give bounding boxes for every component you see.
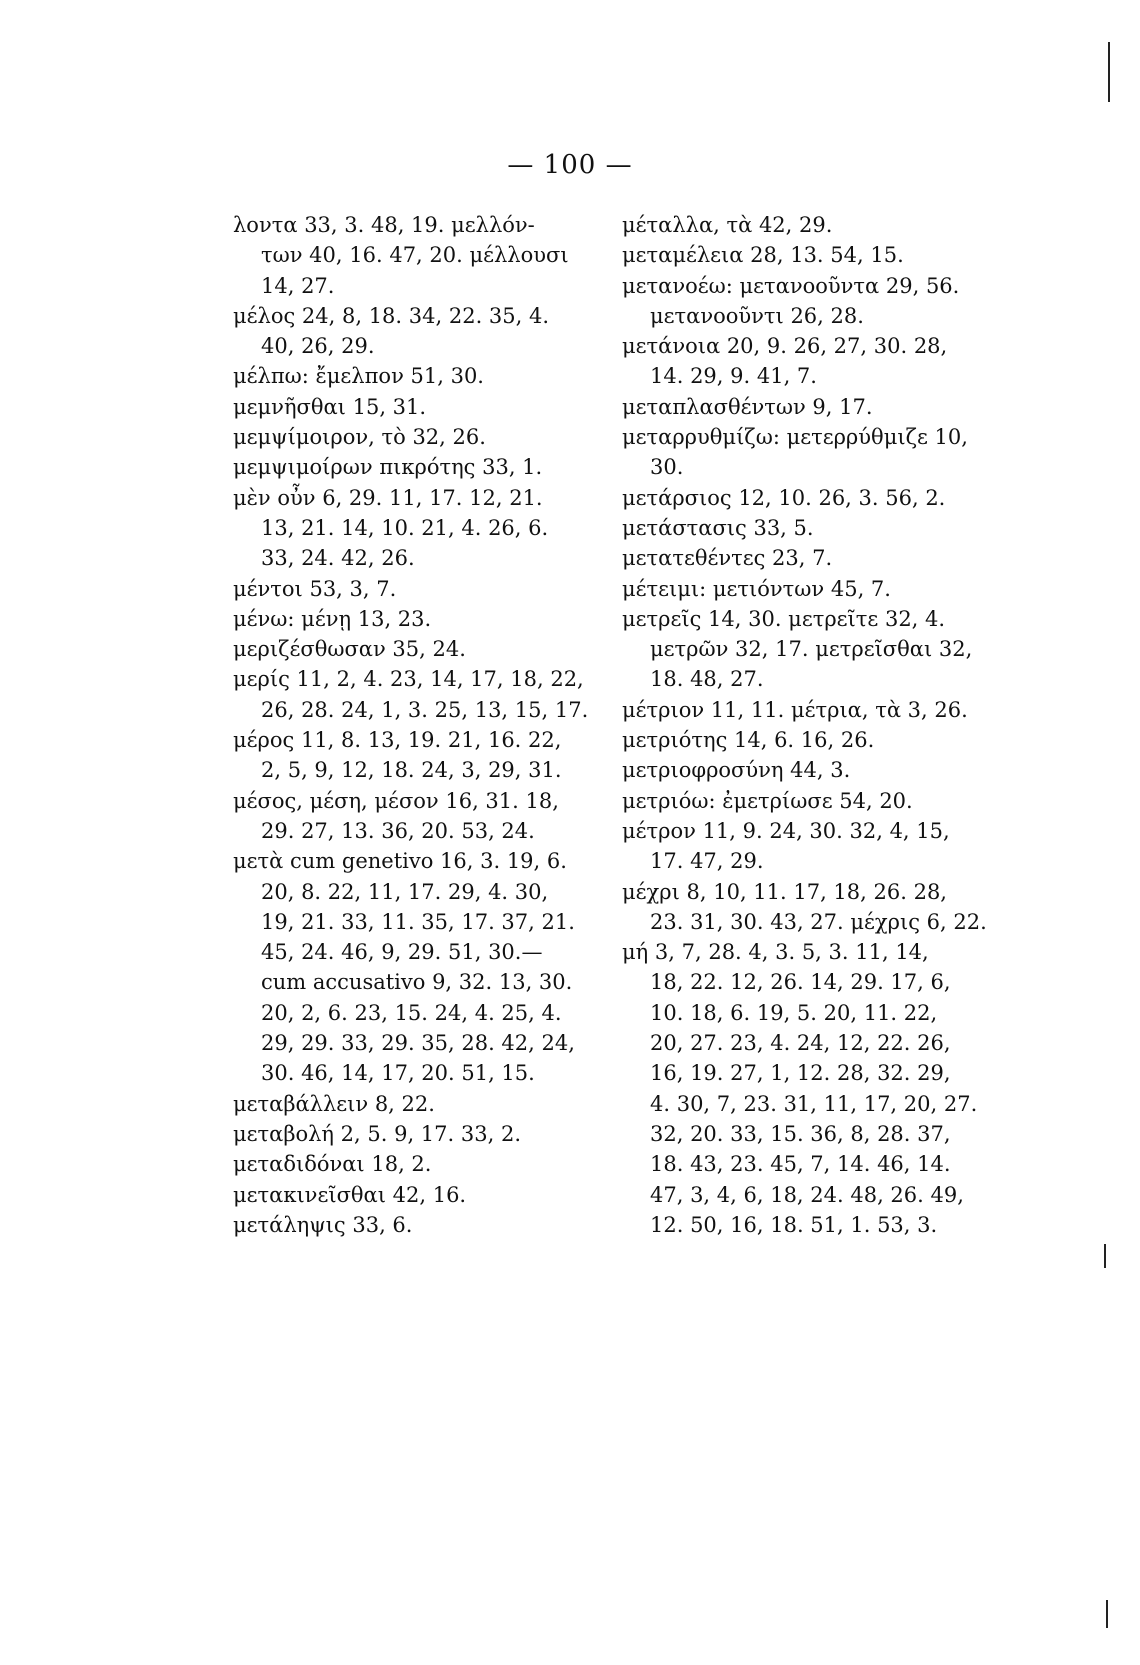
index-entry-line: 2, 5, 9, 12, 18. 24, 3, 29, 31.	[261, 758, 562, 783]
index-entry-line: μεμψιμοίρων πικρότης 33, 1.	[233, 455, 543, 480]
index-entry-line: 18. 48, 27.	[650, 667, 764, 692]
index-entry-line: 19, 21. 33, 11. 35, 17. 37, 21.	[261, 909, 575, 934]
index-entry-line: των 40, 16. 47, 20. μέλλουσι	[261, 243, 569, 268]
index-entry-line: μεταβολή 2, 5. 9, 17. 33, 2.	[233, 1121, 521, 1146]
index-entry-line: μέρος 11, 8. 13, 19. 21, 16. 22,	[233, 728, 562, 753]
index-entry-line: μέλος 24, 8, 18. 34, 22. 35, 4.	[233, 303, 550, 328]
index-entry-line: μέτριον 11, 11. μέτρια, τὰ 3, 26.	[622, 697, 968, 722]
index-entry-line: μετὰ cum genetivo 16, 3. 19, 6.	[233, 849, 567, 874]
index-entry-line: 40, 26, 29.	[261, 334, 375, 359]
index-entry-line: μέσος, μέση, μέσον 16, 31. 18,	[233, 788, 559, 813]
index-entry-line: 33, 24. 42, 26.	[261, 546, 415, 571]
index-entry-line: μεταρρυθμίζω: μετερρύθμιζε 10,	[622, 425, 968, 450]
index-entry-line: μεμνῆσθαι 15, 31.	[233, 394, 427, 419]
index-entry-line: 45, 24. 46, 9, 29. 51, 30.—	[261, 940, 543, 965]
index-entry-line: μεριζέσθωσαν 35, 24.	[233, 637, 466, 662]
index-entry-line: 17. 47, 29.	[650, 849, 764, 874]
index-entry-line: μετανοοῦντι 26, 28.	[650, 303, 864, 328]
index-entry-line: 32, 20. 33, 15. 36, 8, 28. 37,	[650, 1121, 951, 1146]
index-entry-line: μεταπλασθέντων 9, 17.	[622, 394, 873, 419]
page-number: — 100 —	[507, 150, 633, 180]
index-entry-line: μετριότης 14, 6. 16, 26.	[622, 728, 875, 753]
index-entry-line: μέντοι 53, 3, 7.	[233, 576, 397, 601]
index-entry-line: 20, 2, 6. 23, 15. 24, 4. 25, 4.	[261, 1000, 562, 1025]
scan-edge-mark	[1106, 1600, 1108, 1628]
index-entry-line: 30. 46, 14, 17, 20. 51, 15.	[261, 1061, 535, 1086]
index-column-left	[233, 210, 613, 1240]
index-entry-line: 20, 8. 22, 11, 17. 29, 4. 30,	[261, 879, 549, 904]
index-entry-line: μετατεθέντες 23, 7.	[622, 546, 833, 571]
index-entry-line: μή 3, 7, 28. 4, 3. 5, 3. 11, 14,	[622, 940, 929, 965]
index-entry-line: μεταμέλεια 28, 13. 54, 15.	[622, 243, 904, 268]
index-entry-line: μετάληψις 33, 6.	[233, 1212, 413, 1237]
index-entry-line: 10. 18, 6. 19, 5. 20, 11. 22,	[650, 1000, 938, 1025]
index-column-right	[622, 210, 1002, 1240]
index-entry-line: 29, 29. 33, 29. 35, 28. 42, 24,	[261, 1031, 575, 1056]
index-entry-line: 14. 29, 9. 41, 7.	[650, 364, 817, 389]
index-entry-line: 23. 31, 30. 43, 27. μέχρις 6, 22.	[650, 909, 987, 934]
index-entry-line: 4. 30, 7, 23. 31, 11, 17, 20, 27.	[650, 1091, 978, 1116]
index-entry-line: μετριοφροσύνη 44, 3.	[622, 758, 851, 783]
index-entry-line: μέχρι 8, 10, 11. 17, 18, 26. 28,	[622, 879, 947, 904]
index-entry-line: μετρεῖς 14, 30. μετρεῖτε 32, 4.	[622, 606, 946, 631]
index-entry-line: μετάνοια 20, 9. 26, 27, 30. 28,	[622, 334, 948, 359]
index-entry-line: μετάρσιος 12, 10. 26, 3. 56, 2.	[622, 485, 946, 510]
index-entry-line: μέτρον 11, 9. 24, 30. 32, 4, 15,	[622, 818, 950, 843]
index-entry-line: 26, 28. 24, 1, 3. 25, 13, 15, 17.	[261, 697, 589, 722]
index-entry-line: μένω: μένῃ 13, 23.	[233, 606, 432, 631]
scan-edge-mark	[1104, 1244, 1106, 1268]
index-entry-line: μέτειμι: μετιόντων 45, 7.	[622, 576, 891, 601]
index-entry-line: 29. 27, 13. 36, 20. 53, 24.	[261, 818, 535, 843]
index-entry-line: μετάστασις 33, 5.	[622, 515, 814, 540]
index-entry-line: μὲν οὖν 6, 29. 11, 17. 12, 21.	[233, 485, 543, 510]
index-entry-line: 20, 27. 23, 4. 24, 12, 22. 26,	[650, 1031, 951, 1056]
index-entry-line: μεταδιδόναι 18, 2.	[233, 1152, 432, 1177]
index-entry-line: μετρῶν 32, 17. μετρεῖσθαι 32,	[650, 637, 973, 662]
index-entry-line: μέταλλα, τὰ 42, 29.	[622, 213, 833, 237]
index-entry-line: cum accusativo 9, 32. 13, 30.	[261, 970, 573, 995]
index-entry-line: λοντα 33, 3. 48, 19. μελλόν-	[233, 213, 535, 237]
index-entry-line: 12. 50, 16, 18. 51, 1. 53, 3.	[650, 1212, 938, 1237]
index-entry-line: 14, 27.	[261, 273, 335, 298]
index-entry-line: 13, 21. 14, 10. 21, 4. 26, 6.	[261, 515, 549, 540]
scan-edge-mark	[1108, 42, 1110, 102]
index-entry-line: μετακινεῖσθαι 42, 16.	[233, 1182, 467, 1207]
index-entry-line: μεταβάλλειν 8, 22.	[233, 1091, 435, 1116]
index-entry-line: 30.	[650, 455, 684, 480]
index-entry-line: 18. 43, 23. 45, 7, 14. 46, 14.	[650, 1152, 951, 1177]
index-entry-line: μεμψίμοιρον, τὸ 32, 26.	[233, 425, 486, 450]
index-entry-line: μερίς 11, 2, 4. 23, 14, 17, 18, 22,	[233, 667, 584, 692]
index-entry-line: 16, 19. 27, 1, 12. 28, 32. 29,	[650, 1061, 951, 1086]
index-entry-line: 47, 3, 4, 6, 18, 24. 48, 26. 49,	[650, 1182, 964, 1207]
index-entry-line: μέλπω: ἔμελπον 51, 30.	[233, 364, 484, 389]
index-entry-line: μετανοέω: μετανοοῦντα 29, 56.	[622, 273, 960, 298]
index-entry-line: μετριόω: ἐμετρίωσε 54, 20.	[622, 788, 913, 813]
index-entry-line: 18, 22. 12, 26. 14, 29. 17, 6,	[650, 970, 951, 995]
